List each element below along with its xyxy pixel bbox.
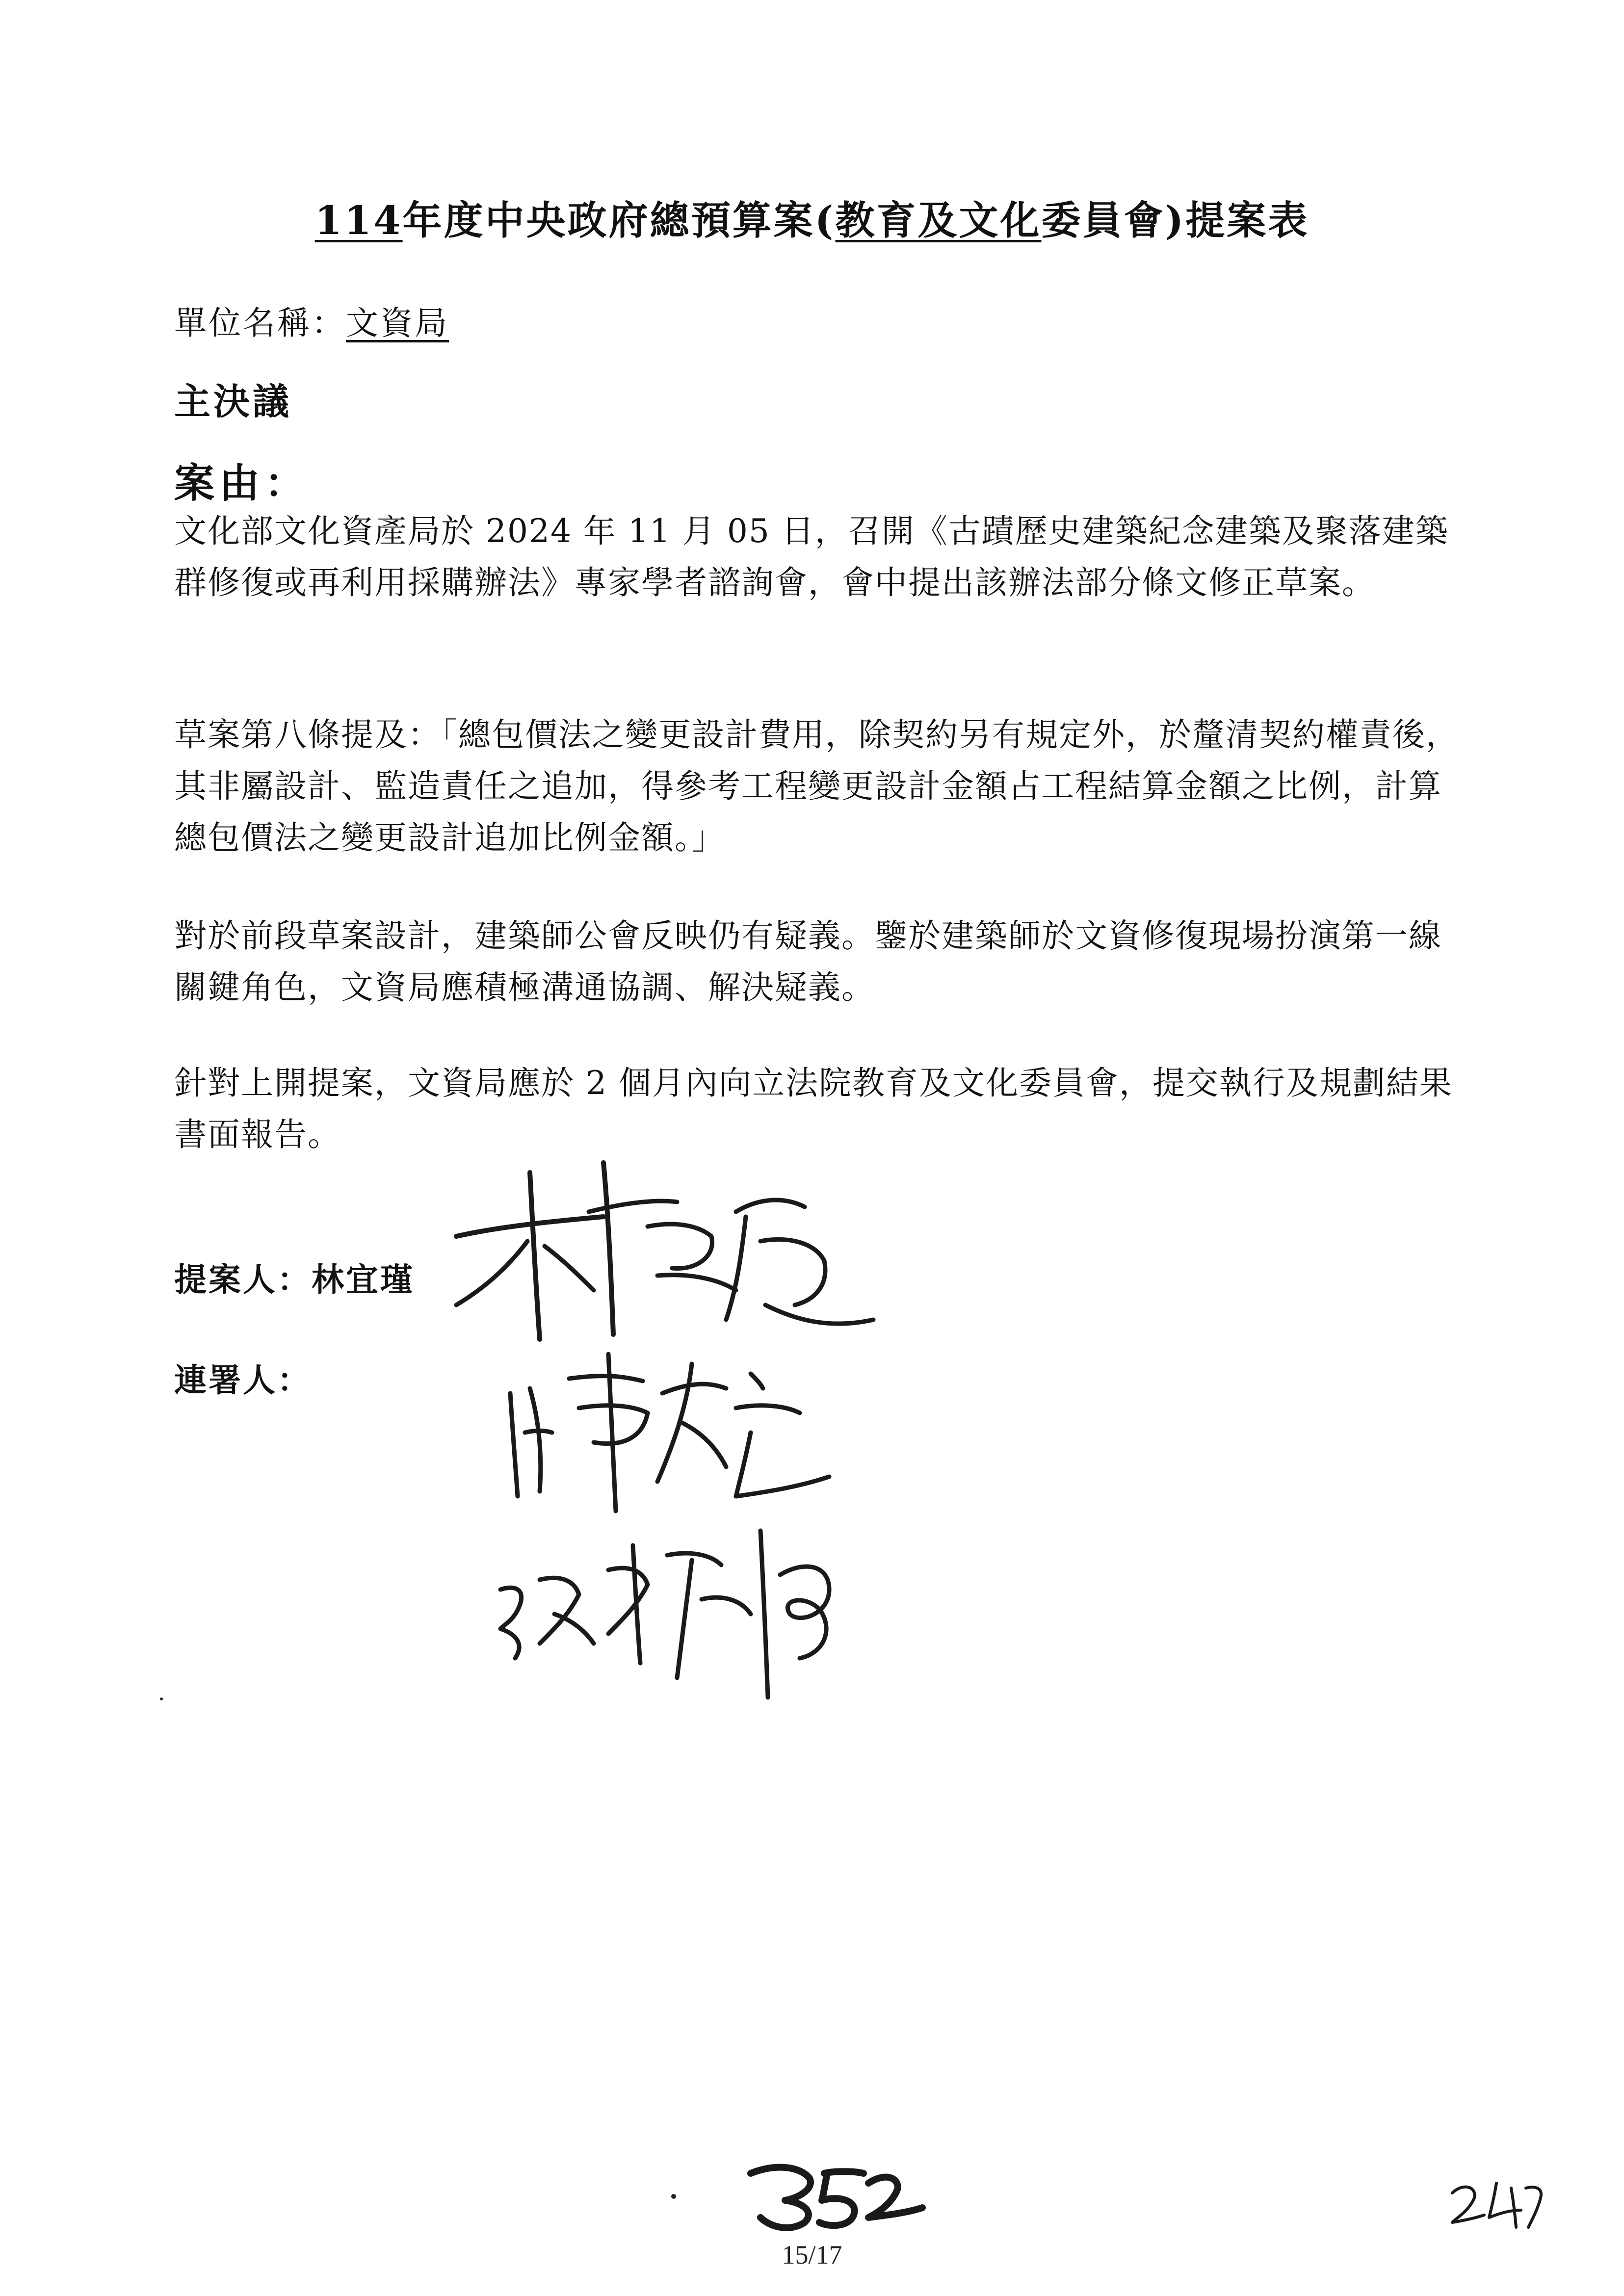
unit-value: 文資局 — [346, 304, 449, 342]
proposer-name: 林宜瑾 — [312, 1260, 415, 1299]
signature-proposer — [442, 1143, 908, 1354]
paragraph-1: 文化部文化資產局於 2024 年 11 月 05 日，召開《古蹟歷史建築紀念建築及聚落建築群修復或再利用採購辦法》專家學者諮詢會，會中提出該辦法部分條文修正草案。 — [174, 512, 1449, 601]
proposer-label: 提案人： — [174, 1260, 312, 1299]
section-reason: 案由： — [174, 460, 310, 507]
unit-line — [174, 297, 449, 343]
paragraph-3: 對於前段草案設計，建築師公會反映仍有疑義。鑒於建築師於文資修復現場扮演第一線關鍵角色，文資局應積極溝通協調、解決疑義。 — [174, 917, 1442, 1006]
title-middle: 年度中央政府總預算案( — [402, 197, 836, 243]
page-number: 15/17 — [782, 2240, 842, 2270]
title-end: 委員會)提案表 — [1041, 197, 1310, 243]
handwritten-number-center — [736, 2154, 932, 2232]
section-main-resolution: 主決議 — [174, 381, 292, 423]
paragraph-4: 針對上開提案，文資局應於 2 個月內向立法院教育及文化委員會，提交執行及規劃結果書面報告。 — [174, 1064, 1453, 1153]
signature-cosigner-2 — [486, 1501, 868, 1707]
handwritten-number-right — [1442, 2168, 1550, 2232]
stray-mark-dot — [671, 2194, 676, 2199]
cosigner-label: 連署人： — [174, 1361, 312, 1399]
title-committee: 教育及文化 — [835, 197, 1042, 243]
paragraph-2: 草案第八條提及：「總包價法之變更設計費用，除契約另有規定外，於釐清契約權責後，其非屬設計、監造責任之追加，得參考工程變更設計金額占工程結算金額之比例，計算總包價法之變更設計追加比例金額。」 — [174, 716, 1459, 857]
document-title — [0, 189, 1624, 245]
unit-label: 單位名稱： — [174, 304, 346, 342]
signature-cosigner-1 — [496, 1334, 849, 1521]
title-year: 114 — [314, 197, 403, 243]
stray-mark-dot — [160, 1697, 163, 1700]
proposer-line — [174, 1253, 415, 1300]
